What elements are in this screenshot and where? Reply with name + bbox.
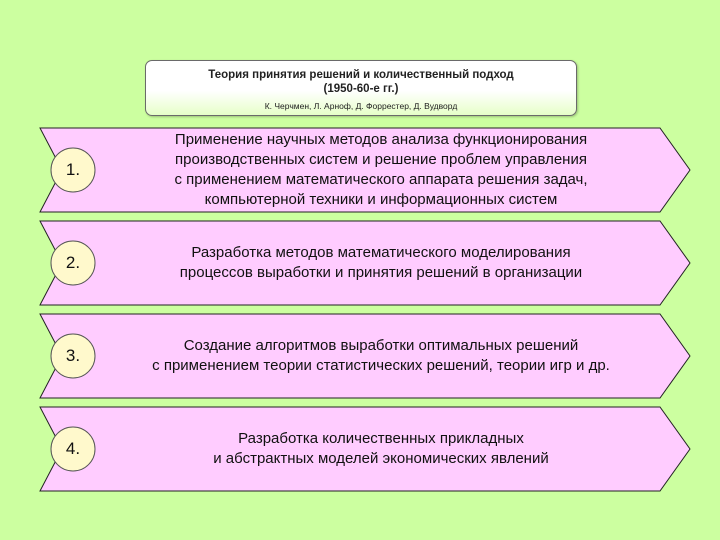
item-number-3: 3. — [65, 346, 81, 365]
item-row-4 — [0, 404, 720, 494]
item-number-2: 2. — [65, 253, 81, 272]
item-2-line-2: процессов выработки и принятия решений в организации — [179, 264, 583, 281]
header-title: Теория принятия решений и количественный подход — [208, 69, 514, 81]
item-text-2 — [100, 221, 662, 305]
item-2-line-1: Разработка методов математического моделирования — [191, 244, 571, 261]
header-subtitle: (1950-60-е гг.) — [323, 83, 399, 95]
item-1-line-4: компьютерной техники и информационных систем — [204, 191, 558, 208]
item-text-3 — [100, 314, 662, 398]
item-row-1 — [0, 125, 720, 215]
item-text-4 — [100, 407, 662, 491]
item-text-1 — [100, 128, 662, 212]
item-1-line-3: с применением математического аппарата решения задач, — [174, 171, 588, 188]
item-row-3 — [0, 311, 720, 401]
item-number-4: 4. — [65, 439, 81, 458]
header-box — [145, 60, 577, 116]
item-4-line-1: Разработка количественных прикладных — [238, 430, 524, 447]
item-number-1: 1. — [65, 160, 81, 179]
header-authors: К. Черчмен, Л. Арноф, Д. Форрестер, Д. Вудворд — [264, 101, 458, 111]
item-1-line-2: производственных систем и решение проблем управления — [175, 151, 587, 168]
item-3-line-1: Создание алгоритмов выработки оптимальных решений — [183, 337, 579, 354]
item-4-line-2: и абстрактных моделей экономических явлений — [213, 450, 549, 467]
item-3-line-2: с применением теории статистических решений, теории игр и др. — [152, 357, 610, 374]
item-row-2 — [0, 218, 720, 308]
item-1-line-1: Применение научных методов анализа функционирования — [174, 131, 588, 148]
